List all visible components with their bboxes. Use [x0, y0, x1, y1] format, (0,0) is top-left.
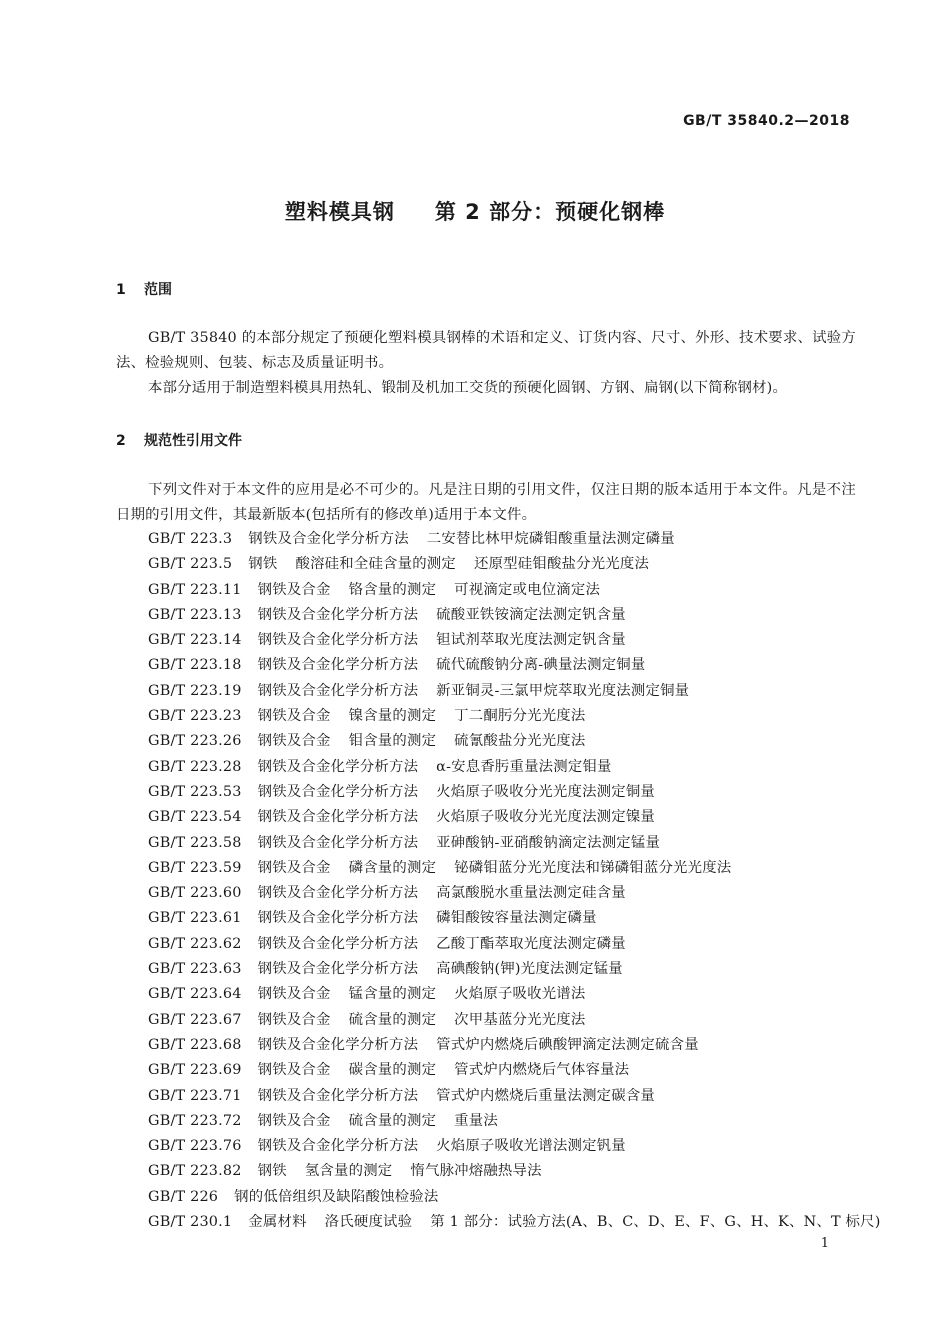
reference-code: GB/T 223.64	[148, 986, 242, 1003]
reference-title-part: 亚砷酸钠-亚硝酸钠滴定法测定锰量	[436, 834, 661, 851]
reference-code: GB/T 223.28	[148, 758, 242, 775]
reference-title-part: 钢铁及合金	[257, 1062, 331, 1079]
reference-title-part: 硫含量的测定	[348, 1112, 437, 1129]
reference-title-part: 钢铁及合金化学分析方法	[257, 961, 419, 978]
reference-title-part: 钢铁及合金	[257, 986, 331, 1003]
reference-code: GB/T 223.14	[148, 632, 242, 649]
reference-title-part: 钢铁及合金化学分析方法	[257, 885, 419, 902]
reference-code: GB/T 223.76	[148, 1138, 242, 1155]
section-number: 1	[116, 282, 126, 298]
reference-title-part: 钢铁及合金化学分析方法	[257, 910, 419, 927]
reference-code: GB/T 223.26	[148, 733, 242, 750]
reference-item	[148, 1109, 881, 1134]
reference-title-part: α-安息香肟重量法测定钼量	[436, 758, 612, 775]
scope-paragraph-1: GB/T 35840 的本部分规定了预硬化塑料模具钢棒的术语和定义、订货内容、尺寸、外形、技术要求、试验方法、检验规则、包装、标志及质量证明书。	[116, 330, 856, 371]
reference-title-part: 钢铁及合金	[257, 859, 331, 876]
title-sub: 第 2 部分：预硬化钢棒	[434, 200, 666, 224]
reference-code: GB/T 223.19	[148, 682, 242, 699]
reference-item	[148, 1185, 881, 1210]
reference-title-part: 钢的低倍组织及缺陷酸蚀检验法	[234, 1188, 439, 1205]
reference-title-part: 钢铁及合金	[257, 1011, 331, 1028]
document-title	[0, 196, 950, 226]
reference-title-part: 火焰原子吸收分光光度法测定镍量	[436, 809, 656, 826]
page-number: 1	[820, 1236, 829, 1251]
reference-item	[148, 856, 881, 881]
reference-title-part: 铬含量的测定	[348, 581, 437, 598]
reference-code: GB/T 226	[148, 1188, 219, 1205]
reference-item	[148, 552, 881, 577]
reference-title-part: 火焰原子吸收分光光度法测定铜量	[436, 783, 656, 800]
reference-code: GB/T 223.54	[148, 809, 242, 826]
reference-title-part: 还原型硅钼酸盐分光光度法	[473, 556, 650, 573]
reference-item	[148, 527, 881, 552]
reference-title-part: 钢铁及合金化学分析方法	[257, 834, 419, 851]
reference-title-part: 重量法	[454, 1112, 498, 1129]
reference-title-part: 磷钼酸铵容量法测定磷量	[436, 910, 597, 927]
reference-code: GB/T 223.67	[148, 1011, 242, 1028]
reference-code: GB/T 223.5	[148, 556, 233, 573]
reference-code: GB/T 223.72	[148, 1112, 242, 1129]
reference-title-part: 高碘酸钠(钾)光度法测定锰量	[436, 961, 623, 978]
reference-title-part: 钢铁及合金	[257, 581, 331, 598]
reference-item	[148, 578, 881, 603]
reference-code: GB/T 223.82	[148, 1163, 242, 1180]
reference-title-part: 碳含量的测定	[348, 1062, 437, 1079]
section-title: 规范性引用文件	[144, 433, 242, 449]
reference-title-part: 可视滴定或电位滴定法	[454, 581, 601, 598]
reference-item	[148, 603, 881, 628]
section-heading-scope	[116, 279, 172, 299]
reference-code: GB/T 223.11	[148, 581, 242, 598]
reference-item	[148, 729, 881, 754]
reference-title-part: 钢铁及合金化学分析方法	[257, 1036, 419, 1053]
scope-paragraph-2: 本部分适用于制造塑料模具用热轧、锻制及机加工交货的预硬化圆钢、方钢、扁钢(以下简称钢材)。	[148, 380, 788, 396]
reference-item	[148, 1159, 881, 1184]
reference-title-part: 惰气脉冲熔融热导法	[410, 1163, 542, 1180]
reference-title-part: 洛氏硬度试验	[324, 1214, 413, 1231]
reference-title-part: 次甲基蓝分光光度法	[454, 1011, 586, 1028]
standard-code: GB/T 35840.2—2018	[683, 113, 850, 129]
reference-code: GB/T 223.60	[148, 885, 242, 902]
reference-title-part: 钢铁及合金	[257, 708, 331, 725]
reference-title-part: 钢铁及合金化学分析方法	[257, 606, 419, 623]
reference-code: GB/T 230.1	[148, 1214, 233, 1231]
reference-code: GB/T 223.18	[148, 657, 242, 674]
reference-item	[148, 906, 881, 931]
reference-title-part: 钼含量的测定	[348, 733, 437, 750]
reference-title-part: 酸溶硅和全硅含量的测定	[295, 556, 456, 573]
reference-item	[148, 1058, 881, 1083]
reference-item	[148, 755, 881, 780]
reference-item	[148, 704, 881, 729]
reference-code: GB/T 223.63	[148, 961, 242, 978]
reference-code: GB/T 223.62	[148, 935, 242, 952]
reference-item	[148, 881, 881, 906]
reference-title-part: 硫代硫酸钠分离-碘量法测定铜量	[436, 657, 646, 674]
reference-title-part: 钢铁及合金化学分析方法	[257, 1138, 419, 1155]
reference-title-part: 硫氰酸盐分光光度法	[454, 733, 586, 750]
reference-item	[148, 628, 881, 653]
reference-title-part: 高氯酸脱水重量法测定硅含量	[436, 885, 626, 902]
reference-title-part: 钢铁及合金化学分析方法	[257, 809, 419, 826]
reference-item	[148, 957, 881, 982]
reference-item	[148, 679, 881, 704]
reference-title-part: 镍含量的测定	[348, 708, 437, 725]
reference-item	[148, 1210, 881, 1235]
reference-item	[148, 805, 881, 830]
reference-title-part: 硫含量的测定	[348, 1011, 437, 1028]
reference-item	[148, 1008, 881, 1033]
reference-item	[148, 831, 881, 856]
reference-title-part: 钽试剂萃取光度法测定钒含量	[436, 632, 626, 649]
title-main: 塑料模具钢	[284, 200, 395, 224]
reference-item	[148, 1084, 881, 1109]
reference-code: GB/T 223.3	[148, 531, 233, 547]
reference-title-part: 钢铁及合金	[257, 1112, 331, 1129]
reference-title-part: 钢铁	[257, 1163, 287, 1180]
reference-code: GB/T 223.23	[148, 708, 242, 725]
reference-title-part: 钢铁及合金化学分析方法	[257, 935, 419, 952]
reference-item	[148, 1033, 881, 1058]
section-heading-normative-references	[116, 430, 242, 450]
reference-code: GB/T 223.58	[148, 834, 242, 851]
reference-title-part: 管式炉内燃烧后重量法测定碳含量	[436, 1087, 656, 1104]
reference-code: GB/T 223.13	[148, 606, 242, 623]
reference-title-part: 钢铁及合金化学分析方法	[257, 783, 419, 800]
reference-code: GB/T 223.59	[148, 859, 242, 876]
reference-title-part: 丁二酮肟分光光度法	[454, 708, 586, 725]
reference-title-part: 硫酸亚铁铵滴定法测定钒含量	[436, 606, 626, 623]
reference-title-part: 磷含量的测定	[348, 859, 437, 876]
reference-item	[148, 982, 881, 1007]
reference-title-part: 钢铁及合金化学分析方法	[248, 531, 409, 547]
reference-code: GB/T 223.71	[148, 1087, 242, 1104]
reference-title-part: 乙酸丁酯萃取光度法测定磷量	[436, 935, 626, 952]
reference-title-part: 火焰原子吸收光谱法测定钒量	[436, 1138, 626, 1155]
reference-title-part: 钢铁	[248, 556, 278, 573]
reference-title-part: 二安替比林甲烷磷钼酸重量法测定磷量	[426, 531, 675, 547]
reference-title-part: 钢铁及合金化学分析方法	[257, 758, 419, 775]
reference-title-part: 氢含量的测定	[304, 1163, 393, 1180]
reference-title-part: 钢铁及合金化学分析方法	[257, 682, 419, 699]
section-title: 范围	[144, 282, 172, 298]
reference-item	[148, 1134, 881, 1159]
reference-title-part: 第 1 部分：试验方法(A、B、C、D、E、F、G、H、K、N、T 标尺)	[430, 1214, 881, 1231]
reference-title-part: 钢铁及合金	[257, 733, 331, 750]
reference-title-part: 锰含量的测定	[348, 986, 437, 1003]
references-intro-paragraph: 下列文件对于本文件的应用是必不可少的。凡是注日期的引用文件，仅注日期的版本适用于本文件。凡是不注日期的引用文件，其最新版本(包括所有的修改单)适用于本文件。	[116, 482, 856, 523]
reference-title-part: 管式炉内燃烧后碘酸钾滴定法测定硫含量	[436, 1036, 699, 1053]
reference-code: GB/T 223.61	[148, 910, 242, 927]
reference-item	[148, 653, 881, 678]
section-number: 2	[116, 433, 126, 449]
reference-code: GB/T 223.68	[148, 1036, 242, 1053]
reference-title-part: 钢铁及合金化学分析方法	[257, 1087, 419, 1104]
reference-title-part: 钢铁及合金化学分析方法	[257, 632, 419, 649]
reference-code: GB/T 223.53	[148, 783, 242, 800]
reference-title-part: 钢铁及合金化学分析方法	[257, 657, 419, 674]
reference-item	[148, 932, 881, 957]
reference-item	[148, 780, 881, 805]
reference-title-part: 火焰原子吸收光谱法	[454, 986, 586, 1003]
reference-list	[148, 527, 881, 1235]
reference-title-part: 新亚铜灵-三氯甲烷萃取光度法测定铜量	[436, 682, 690, 699]
reference-title-part: 金属材料	[248, 1214, 307, 1231]
reference-title-part: 管式炉内燃烧后气体容量法	[454, 1062, 630, 1079]
reference-title-part: 铋磷钼蓝分光光度法和锑磷钼蓝分光光度法	[454, 859, 732, 876]
reference-code: GB/T 223.69	[148, 1062, 242, 1079]
